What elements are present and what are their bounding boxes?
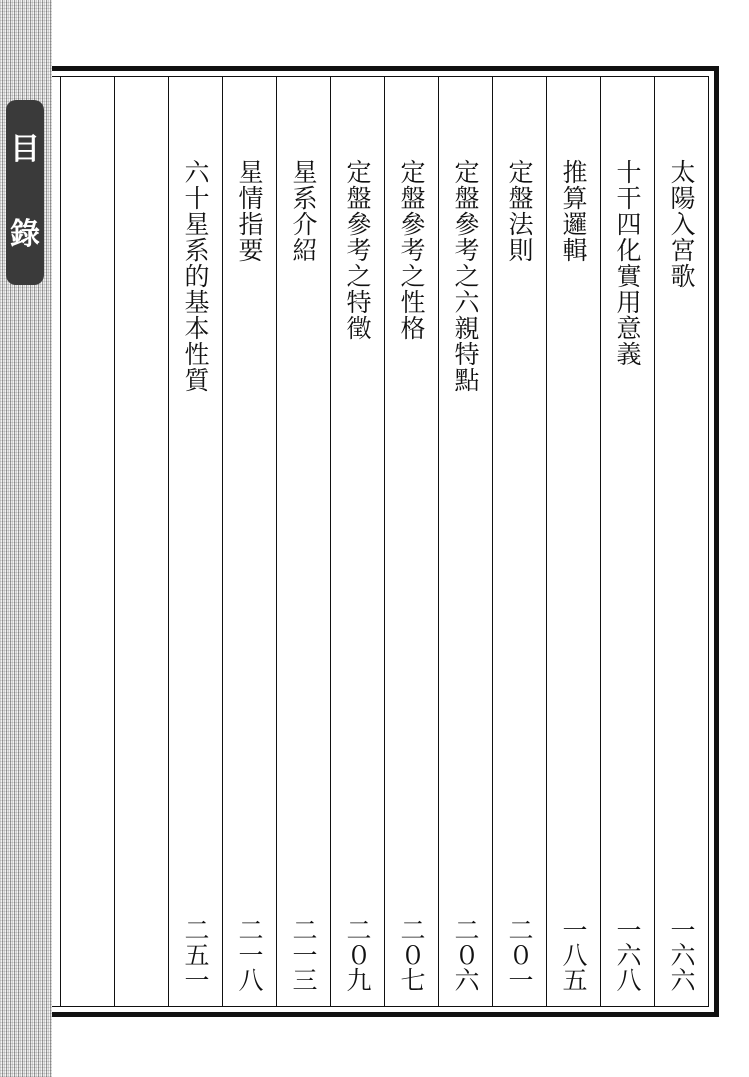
toc-entry[interactable] [330,77,384,1006]
toc-entry-title: 六十星系的基本性質 [181,159,210,393]
toc-entry-title: 定盤法則 [505,159,534,263]
toc-entry-title: 定盤參考之性格 [397,159,426,341]
toc-entry[interactable] [276,77,330,1006]
toc-entry[interactable] [384,77,438,1006]
toc-entry-page: 一六八 [613,917,642,992]
toc-entry-page: 二五一 [181,917,210,992]
toc-entry-title: 星情指要 [235,159,264,263]
toc-entry-page: 二０七 [397,917,426,992]
toc-entry-page: 二０一 [505,917,534,992]
toc-entry[interactable] [654,77,708,1006]
toc-entry[interactable] [546,77,600,1006]
toc-entry-page: 二一八 [235,917,264,992]
toc-entry-page: 二０九 [343,917,372,992]
toc-entry[interactable] [438,77,492,1006]
toc-entry-empty [60,77,114,1006]
toc-entry-page: 一八五 [559,917,588,992]
toc-entry-page: 二一三 [289,917,318,992]
toc-entry[interactable] [600,77,654,1006]
toc-entry-title: 推算邏輯 [559,159,588,263]
toc-entry-title: 十干四化實用意義 [613,159,642,367]
toc-entry[interactable] [168,77,222,1006]
toc-entry-title: 定盤參考之特徵 [343,159,372,341]
toc-entry-title: 定盤參考之六親特點 [451,159,480,393]
toc-entry[interactable] [492,77,546,1006]
section-tab-char-1: 目 [10,132,40,168]
toc-entry-title: 太陽入宮歌 [667,159,696,289]
section-tab-char-2: 錄 [10,216,40,252]
toc-entry[interactable] [222,77,276,1006]
toc-entry-empty [114,77,168,1006]
section-tab [6,100,44,285]
toc-entry-title: 星系介紹 [289,159,318,263]
toc-entry-page: 一六六 [667,917,696,992]
page-edge-strip [0,0,52,1077]
toc-entry-page: 二０六 [451,917,480,992]
